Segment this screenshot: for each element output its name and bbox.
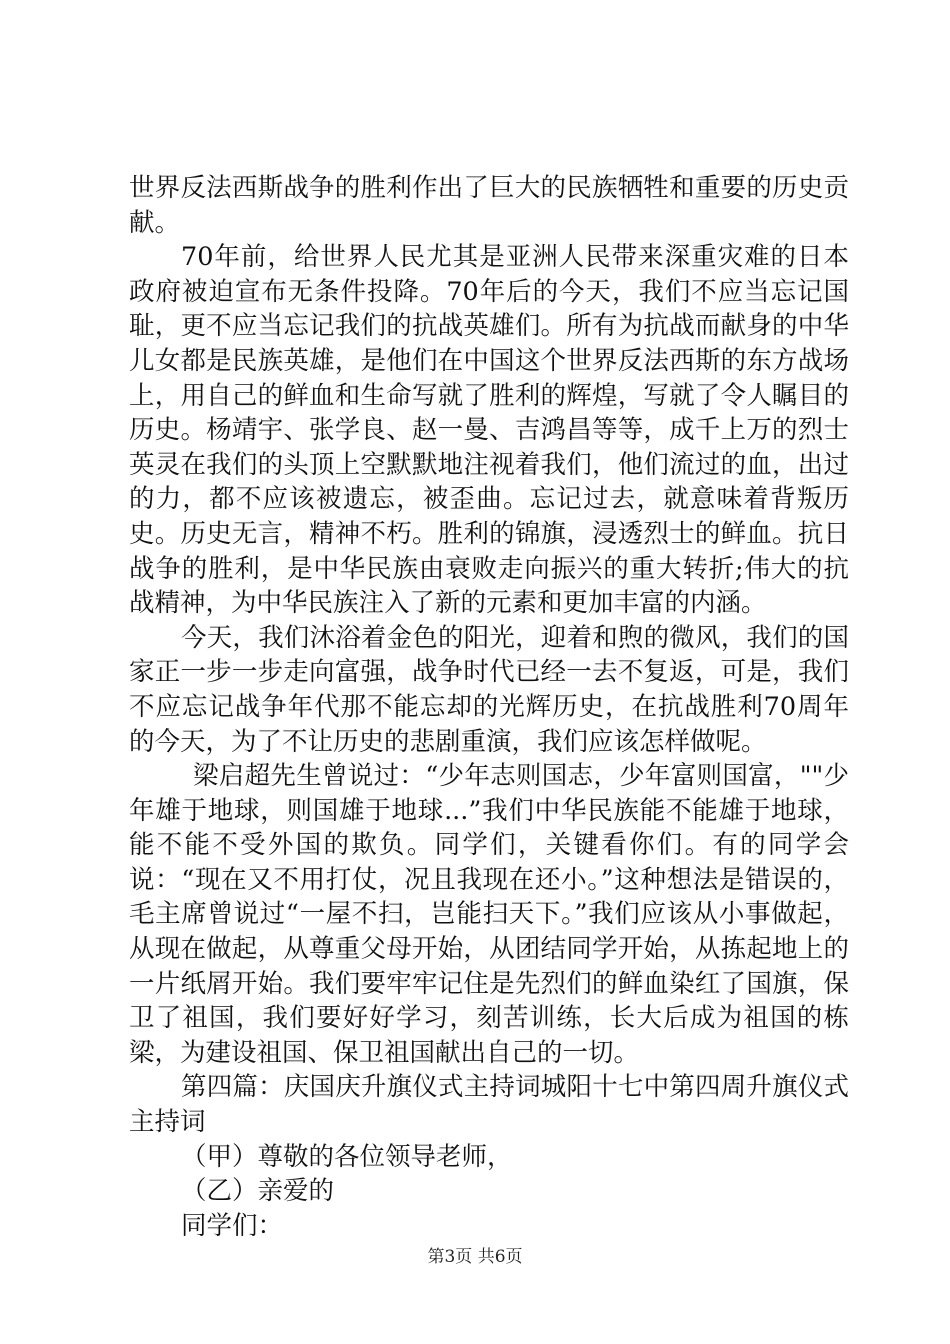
host-line-jia: （甲）尊敬的各位领导老师， (181, 1141, 513, 1172)
paragraph-liang-qichao: 梁启超先生曾说过：“少年志则国志，少年富则国富，""少年雄于地球，则国雄于地球...”我们中华民族能不能雄于地球，能不能不受外国的欺负。同学们，关键看你们。有的同学会说：“现在又不用打仗，况且我现在还小。”这种想法是错误的，毛主席曾说过“一屋不扫，岂能扫天下。”我们应该从小事做起，从现在做起，从尊重父母开始，从团结同学开始，从拣起地上的一片纸屑开始。我们要牢牢记住是先烈们的鲜血染红了国旗，保卫了祖国，我们要好好学习，刻苦训练，长大后成为祖国的栋梁，为建设祖国、保卫祖国献出自己的一切。 (129, 761, 849, 1068)
host-line-yi: （乙）亲爱的 (181, 1176, 335, 1207)
paragraph-today: 今天，我们沐浴着金色的阳光，迎着和煦的微风，我们的国家正一步一步走向富强，战争时代已经一去不复返，可是，我们不应忘记战争年代那不能忘却的光辉历史，在抗战胜利70周年的今天，为了不让历史的悲剧重演，我们应该怎样做呢。 (129, 622, 849, 757)
page-footer: 第3页 共6页 (427, 1247, 523, 1267)
paragraph-continuation: 世界反法西斯战争的胜利作出了巨大的民族牺牲和重要的历史贡献。 (129, 173, 849, 238)
paragraph-70-years: 70年前，给世界人民尤其是亚洲人民带来深重灾难的日本政府被迫宣布无条件投降。70年后的今天，我们不应当忘记国耻，更不应当忘记我们的抗战英雄们。所有为抗战而献身的中华儿女都是民族英雄，是他们在中国这个世界反法西斯的东方战场上，用自己的鲜血和生命写就了胜利的辉煌，写就了令人瞩目的历史。杨靖宇、张学良、赵一曼、吉鸿昌等等，成千上万的烈士英灵在我们的头顶上空默默地注视着我们，他们流过的血，出过的力，都不应该被遗忘，被歪曲。忘记过去，就意味着背叛历史。历史无言，精神不朽。胜利的锦旗，浸透烈士的鲜血。抗日战争的胜利，是中华民族由衰败走向振兴的重大转折;伟大的抗战精神，为中华民族注入了新的元素和更加丰富的内涵。 (129, 242, 849, 619)
section-heading-part-four: 第四篇：庆国庆升旗仪式主持词城阳十七中第四周升旗仪式主持词 (129, 1072, 849, 1138)
document-body (129, 171, 849, 1243)
greeting-line: 同学们： (181, 1210, 284, 1241)
